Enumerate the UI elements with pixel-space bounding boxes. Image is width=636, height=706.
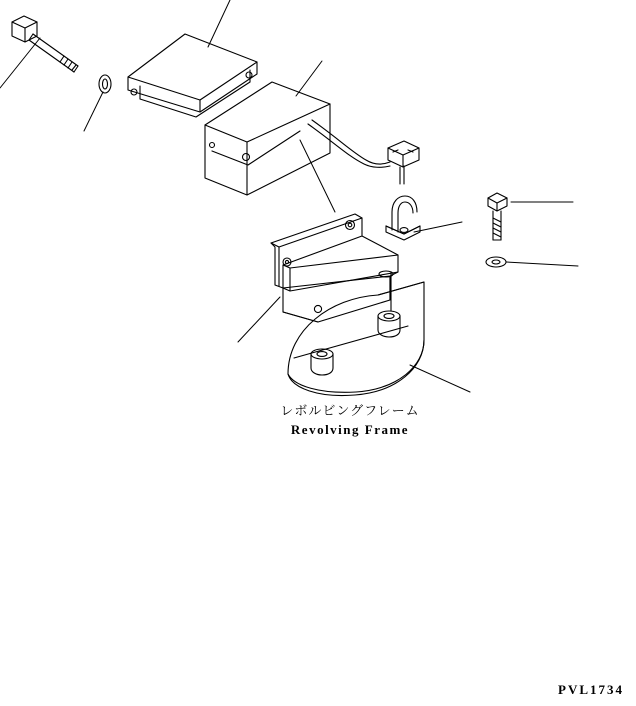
- frame-boss-lower: [311, 349, 333, 375]
- bolt-right: [488, 193, 507, 240]
- caption-japanese: レボルビングフレーム: [280, 404, 420, 419]
- connector-plug: [388, 141, 419, 184]
- bolt-long-upper-left: [12, 16, 78, 72]
- washer-upper-left: [99, 75, 111, 93]
- washer-right: [486, 257, 506, 267]
- revolving-frame: [288, 282, 424, 396]
- wiring-harness: [308, 120, 390, 167]
- part-number-label: PVL1734: [558, 682, 624, 697]
- caption-english: Revolving Frame: [290, 422, 410, 437]
- harness-clamp: [386, 196, 420, 240]
